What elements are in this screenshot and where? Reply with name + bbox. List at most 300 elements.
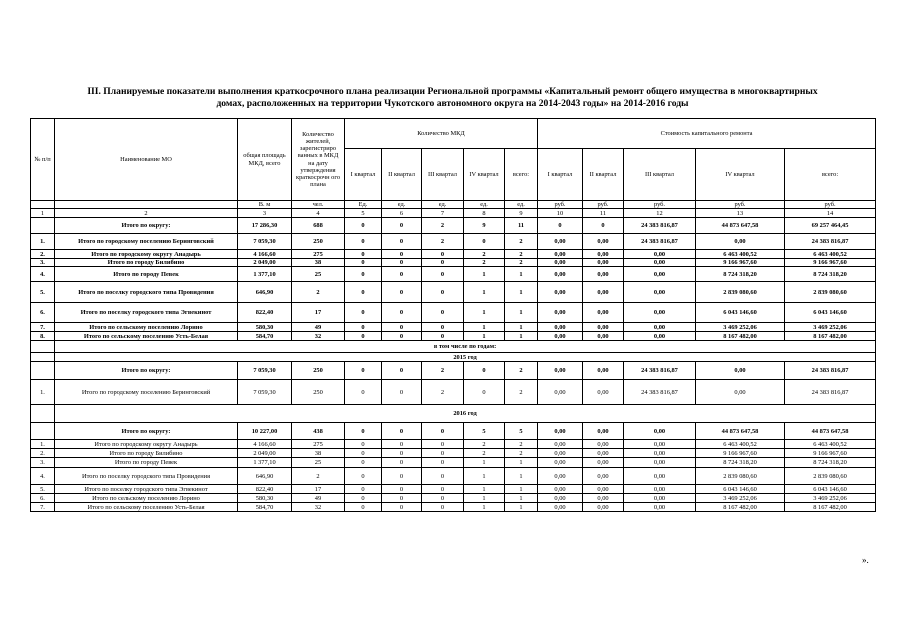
section-spacer (31, 341, 55, 353)
row-cell: 24 383 816,87 (785, 234, 876, 250)
row-name: Итого по городу Певек (55, 458, 238, 468)
row-cell: 0 (345, 259, 382, 267)
row-name: Итого по городскому округу Анадырь (55, 440, 238, 449)
row-cell: 1 (505, 282, 538, 303)
row-cell: 9 166 967,60 (696, 259, 785, 267)
row-cell: 0,00 (583, 259, 624, 267)
row-cell: 1 (505, 303, 538, 323)
row-cell: 0,00 (583, 468, 624, 485)
row-cell: 1 (505, 494, 538, 503)
row-cell: 1 (464, 458, 505, 468)
row-number: 2. (31, 250, 55, 259)
district-row (31, 250, 876, 259)
row-cell: 2 049,00 (238, 449, 292, 458)
row-cell: 0 (422, 332, 464, 341)
row-cell: 1 377,10 (238, 458, 292, 468)
row-cell: 0,00 (538, 485, 583, 494)
district-row (31, 440, 876, 449)
row-cell: 0,00 (624, 282, 696, 303)
row-cell: 0,00 (538, 259, 583, 267)
row-cell: 0 (382, 259, 422, 267)
row-name (55, 201, 238, 209)
row-cell: 0,00 (624, 259, 696, 267)
row-cell: 0,00 (624, 449, 696, 458)
row-cell: 0,00 (583, 234, 624, 250)
row-cell: 0 (382, 362, 422, 380)
row-cell: 2 (505, 362, 538, 380)
row-cell: 0,00 (624, 323, 696, 332)
header-name: Наименование МО (55, 119, 238, 201)
document-title (30, 86, 875, 110)
header-row-1 (31, 119, 876, 149)
row-cell: 2 (464, 250, 505, 259)
row-cell: 1 (464, 332, 505, 341)
row-cell: 8 724 318,20 (696, 267, 785, 282)
row-cell: ед. (422, 201, 464, 209)
row-cell: 44 873 647,58 (696, 423, 785, 440)
row-number: 3. (31, 458, 55, 468)
row-cell: 6 043 146,60 (785, 485, 876, 494)
district-row (31, 282, 876, 303)
row-cell: 0 (345, 282, 382, 303)
row-cell: 2 (505, 250, 538, 259)
row-cell: 0 (464, 362, 505, 380)
row-cell: 0,00 (624, 303, 696, 323)
row-cell: 8 167 482,00 (696, 503, 785, 512)
row-cell: 0 (382, 282, 422, 303)
row-cell: 0 (422, 250, 464, 259)
row-cell: 8 724 318,20 (785, 267, 876, 282)
row-name: Итого по сельскому поселению Усть-Белая (55, 503, 238, 512)
row-cell: 0 (422, 449, 464, 458)
row-cell: 0,00 (538, 282, 583, 303)
row-cell: 24 383 816,87 (624, 362, 696, 380)
row-number: 4. (31, 468, 55, 485)
row-cell: 2 (505, 234, 538, 250)
row-cell: 25 (292, 267, 345, 282)
row-cell: 3 469 252,06 (696, 494, 785, 503)
row-cell: 0,00 (583, 503, 624, 512)
row-cell: 1 (505, 468, 538, 485)
row-cell: 822,40 (238, 485, 292, 494)
row-cell: 6 (382, 209, 422, 218)
row-cell: 0 (382, 485, 422, 494)
header-area: общая площадь МКД, всего (238, 119, 292, 201)
district-row (31, 267, 876, 282)
row-cell: Ед. (345, 201, 382, 209)
row-cell: 1 (464, 494, 505, 503)
row-number (31, 362, 55, 380)
closing-quote: ». (862, 555, 869, 565)
row-cell: 6 463 400,52 (785, 440, 876, 449)
row-cell: 438 (292, 423, 345, 440)
row-cell: 0,00 (583, 440, 624, 449)
district-row (31, 485, 876, 494)
row-cell: 1 (505, 503, 538, 512)
row-cell: 49 (292, 494, 345, 503)
row-name: Итого по округу: (55, 423, 238, 440)
row-number: 7. (31, 503, 55, 512)
row-cell: 2 839 080,60 (785, 282, 876, 303)
row-cell: 2 (292, 282, 345, 303)
row-cell: 0,00 (538, 323, 583, 332)
row-cell: 6 043 146,60 (696, 303, 785, 323)
row-cell: 0 (345, 362, 382, 380)
row-cell: 38 (292, 449, 345, 458)
row-cell: 10 (538, 209, 583, 218)
year-2015-header-label: 2015 год (55, 353, 876, 362)
row-cell: 0,00 (583, 485, 624, 494)
row-cell: 3 469 252,06 (785, 494, 876, 503)
row-number (31, 201, 55, 209)
row-number: 1 (31, 209, 55, 218)
row-cell: 2 (422, 380, 464, 405)
row-cell: 0,00 (538, 303, 583, 323)
header-cost-group: Стоимость капитального ремонта (538, 119, 876, 149)
year-2016-header (31, 405, 876, 423)
section-spacer (31, 353, 55, 362)
row-cell: ед. (464, 201, 505, 209)
row-cell: 688 (292, 218, 345, 234)
units-row (31, 201, 876, 209)
row-cell: 17 (292, 303, 345, 323)
row-cell: 0 (464, 234, 505, 250)
row-name: Итого по городскому поселению Беринговский (55, 234, 238, 250)
row-cell: 8 724 318,20 (785, 458, 876, 468)
row-cell: 2 (464, 259, 505, 267)
row-cell: 1 (464, 503, 505, 512)
row-cell: 0 (422, 485, 464, 494)
row-cell: 2 839 080,60 (696, 468, 785, 485)
row-cell: 8 724 318,20 (696, 458, 785, 468)
row-cell: 580,30 (238, 323, 292, 332)
district-row (31, 449, 876, 458)
district-row (31, 468, 876, 485)
row-cell: 25 (292, 458, 345, 468)
district-row (31, 323, 876, 332)
row-cell: 1 377,10 (238, 267, 292, 282)
row-cell: 0 (382, 458, 422, 468)
row-cell: 0 (422, 494, 464, 503)
row-cell: 0,00 (624, 468, 696, 485)
row-cell: чел. (292, 201, 345, 209)
row-cell: 6 043 146,60 (785, 303, 876, 323)
row-cell: 6 463 400,52 (785, 250, 876, 259)
row-cell: 0 (345, 267, 382, 282)
row-cell: 0 (422, 282, 464, 303)
row-cell: 0,00 (624, 250, 696, 259)
row-cell: 0,00 (624, 494, 696, 503)
row-cell: 13 (696, 209, 785, 218)
header-q3: III квартал (422, 149, 464, 201)
row-cell: 2 (422, 362, 464, 380)
row-cell: 8 167 482,00 (785, 503, 876, 512)
row-number (31, 423, 55, 440)
row-cell: 9 166 967,60 (785, 259, 876, 267)
row-cell: 0,00 (538, 468, 583, 485)
row-cell: 4 (292, 209, 345, 218)
row-cell: 0,00 (624, 485, 696, 494)
row-number: 6. (31, 303, 55, 323)
row-cell: 0 (422, 458, 464, 468)
row-cell: 0 (345, 449, 382, 458)
row-cell: 38 (292, 259, 345, 267)
row-cell: 2 (505, 449, 538, 458)
row-name: Итого по городу Билибино (55, 449, 238, 458)
row-cell: 7 059,30 (238, 362, 292, 380)
row-number: 5. (31, 282, 55, 303)
row-number: 3. (31, 259, 55, 267)
row-cell: 0 (345, 468, 382, 485)
row-cell: 0,00 (538, 458, 583, 468)
row-cell: 8 (464, 209, 505, 218)
row-cell: 0 (422, 259, 464, 267)
row-cell: ед. (382, 201, 422, 209)
row-cell: 0,00 (538, 440, 583, 449)
header-cost-q1: I квартал (538, 149, 583, 201)
by-years-header-label: в том числе по годам: (55, 341, 876, 353)
row-number: 1. (31, 440, 55, 449)
row-cell: В. м (238, 201, 292, 209)
row-name: Итого по поселку городского типа Провидения (55, 468, 238, 485)
row-number: 7. (31, 323, 55, 332)
row-cell: 0 (382, 332, 422, 341)
row-name: Итого по городскому поселению Беринговский (55, 380, 238, 405)
row-cell: 6 463 400,52 (696, 250, 785, 259)
row-cell: 0 (382, 494, 422, 503)
row-cell: 0 (345, 380, 382, 405)
header-mkd-group: Количество МКД (345, 119, 538, 149)
row-cell: 32 (292, 503, 345, 512)
row-cell: 2 (464, 449, 505, 458)
row-cell: 0,00 (624, 458, 696, 468)
row-cell: 9 (505, 209, 538, 218)
district-row (31, 303, 876, 323)
row-cell: 0 (345, 458, 382, 468)
header-cost-q3: III квартал (624, 149, 696, 201)
row-cell: 9 166 967,60 (696, 449, 785, 458)
row-cell: 0,00 (624, 267, 696, 282)
row-cell: 2 (505, 440, 538, 449)
row-cell: 0,00 (583, 362, 624, 380)
capital-repair-table (30, 118, 876, 512)
row-cell: 24 383 816,87 (624, 218, 696, 234)
row-cell: 0,00 (624, 332, 696, 341)
district-row (31, 380, 876, 405)
row-cell: 2 (422, 234, 464, 250)
row-cell: 0 (538, 218, 583, 234)
district-row (31, 458, 876, 468)
row-cell: 2 839 080,60 (785, 468, 876, 485)
row-cell: 0 (464, 380, 505, 405)
row-cell: 0 (382, 234, 422, 250)
row-cell: 1 (464, 282, 505, 303)
row-cell: 11 (583, 209, 624, 218)
header-residents: Количество жителей, зарегистриро ванных в МКД на дату утверждения краткосрочн ого плана (292, 119, 345, 201)
row-cell: 17 286,30 (238, 218, 292, 234)
row-number: 2. (31, 449, 55, 458)
row-cell: 584,70 (238, 332, 292, 341)
row-cell: 24 383 816,87 (785, 380, 876, 405)
row-name: Итого по поселку городского типа Эгвекинот (55, 485, 238, 494)
row-cell: руб. (785, 201, 876, 209)
row-name: 2 (55, 209, 238, 218)
row-cell: 9 (464, 218, 505, 234)
row-cell: 0 (422, 503, 464, 512)
row-cell: 6 043 146,60 (696, 485, 785, 494)
row-name: Итого по сельскому поселению Усть-Белая (55, 332, 238, 341)
row-cell: 250 (292, 234, 345, 250)
row-cell: 0 (345, 218, 382, 234)
row-cell: 0,00 (583, 458, 624, 468)
row-cell: 0,00 (583, 250, 624, 259)
row-cell: 0 (382, 303, 422, 323)
row-cell: 3 469 252,06 (785, 323, 876, 332)
row-cell: 1 (505, 332, 538, 341)
row-cell: 0 (382, 449, 422, 458)
row-cell: 580,30 (238, 494, 292, 503)
row-cell: 1 (505, 267, 538, 282)
row-cell: 1 (505, 485, 538, 494)
row-cell: 0,00 (538, 267, 583, 282)
row-cell: 0 (345, 423, 382, 440)
district-row (31, 234, 876, 250)
row-cell: 0 (382, 503, 422, 512)
row-cell: 275 (292, 250, 345, 259)
year-2016-header-label: 2016 год (55, 405, 876, 423)
row-cell: 0,00 (538, 503, 583, 512)
row-cell: 0 (382, 423, 422, 440)
row-number: 8. (31, 332, 55, 341)
row-cell: 1 (505, 323, 538, 332)
row-cell: 5 (464, 423, 505, 440)
district-row (31, 259, 876, 267)
row-cell: 2 (464, 440, 505, 449)
row-cell: 32 (292, 332, 345, 341)
row-cell: 0,00 (538, 362, 583, 380)
header-cost-total: всего: (785, 149, 876, 201)
header-q2: II квартал (382, 149, 422, 201)
row-cell: 7 (422, 209, 464, 218)
row-cell: 10 227,00 (238, 423, 292, 440)
row-cell: 0,00 (583, 267, 624, 282)
row-cell: 3 469 252,06 (696, 323, 785, 332)
row-cell: 0,00 (583, 449, 624, 458)
row-cell: 822,40 (238, 303, 292, 323)
row-cell: 0 (583, 218, 624, 234)
row-cell: 69 257 464,45 (785, 218, 876, 234)
total-row (31, 423, 876, 440)
row-cell: 6 463 400,52 (696, 440, 785, 449)
district-row (31, 503, 876, 512)
row-cell: 0 (422, 303, 464, 323)
row-name: Итого по поселку городского типа Провидения (55, 282, 238, 303)
row-name: Итого по городскому округу Анадырь (55, 250, 238, 259)
row-cell: 44 873 647,58 (696, 218, 785, 234)
row-number: 6. (31, 494, 55, 503)
row-cell: руб. (696, 201, 785, 209)
row-cell: 0 (345, 494, 382, 503)
header-cost-q2: II квартал (583, 149, 624, 201)
row-cell: 2 839 080,60 (696, 282, 785, 303)
row-cell: 0,00 (538, 380, 583, 405)
row-cell: 0 (382, 440, 422, 449)
row-cell: 2 (505, 259, 538, 267)
row-cell: 0,00 (583, 423, 624, 440)
row-cell: 0 (345, 234, 382, 250)
header-cost-q4: IV квартал (696, 149, 785, 201)
row-cell: руб. (624, 201, 696, 209)
row-cell: 0,00 (624, 440, 696, 449)
row-cell: руб. (538, 201, 583, 209)
row-cell: 0,00 (583, 303, 624, 323)
row-cell: 5 (505, 423, 538, 440)
row-cell: 8 167 482,00 (696, 332, 785, 341)
row-cell: 12 (624, 209, 696, 218)
row-cell: 250 (292, 380, 345, 405)
row-cell: 0,00 (583, 380, 624, 405)
row-cell: 7 059,30 (238, 234, 292, 250)
row-cell: 0 (345, 440, 382, 449)
row-cell: 4 166,60 (238, 250, 292, 259)
row-cell: руб. (583, 201, 624, 209)
row-cell: 0 (345, 503, 382, 512)
row-cell: 646,90 (238, 468, 292, 485)
total-row (31, 218, 876, 234)
row-cell: 0 (345, 323, 382, 332)
row-cell: 0,00 (538, 423, 583, 440)
row-cell: 14 (785, 209, 876, 218)
row-cell: 0 (345, 485, 382, 494)
row-cell: 0,00 (538, 234, 583, 250)
row-cell: 0,00 (538, 332, 583, 341)
title-line-2: домах, расположенных на территории Чукотского автономного округа на 2014-2043 годы» на 2014-2016 годы (216, 98, 689, 109)
header-total: всего: (505, 149, 538, 201)
row-cell: 0 (382, 468, 422, 485)
row-cell: 9 166 967,60 (785, 449, 876, 458)
row-cell: 0 (422, 468, 464, 485)
row-cell: 1 (464, 267, 505, 282)
row-cell: 1 (464, 485, 505, 494)
header-q4: IV квартал (464, 149, 505, 201)
row-cell: 11 (505, 218, 538, 234)
row-cell: 0 (345, 303, 382, 323)
row-cell: 0,00 (538, 449, 583, 458)
title-line-1: III. Планируемые показатели выполнения краткосрочного плана реализации Региональной программы «Капитальный ремонт общего имущества в многоквартирных (87, 86, 818, 97)
row-name: Итого по городу Певек (55, 267, 238, 282)
row-cell: 0 (382, 218, 422, 234)
row-cell: 0 (422, 323, 464, 332)
column-numbers-row (31, 209, 876, 218)
section-spacer (31, 405, 55, 423)
row-cell: 0,00 (583, 494, 624, 503)
row-cell: 0 (382, 267, 422, 282)
row-name: Итого по городу Билибино (55, 259, 238, 267)
row-cell: 0,00 (538, 494, 583, 503)
total-row (31, 362, 876, 380)
header-q1: I квартал (345, 149, 382, 201)
row-cell: 1 (464, 468, 505, 485)
row-cell: 1 (505, 458, 538, 468)
district-row (31, 332, 876, 341)
row-name: Итого по сельскому поселению Лорино (55, 494, 238, 503)
row-name: Итого по округу: (55, 218, 238, 234)
row-cell: 7 059,30 (238, 380, 292, 405)
row-cell: 5 (345, 209, 382, 218)
row-cell: 275 (292, 440, 345, 449)
row-cell: ед. (505, 201, 538, 209)
row-cell: 646,90 (238, 282, 292, 303)
